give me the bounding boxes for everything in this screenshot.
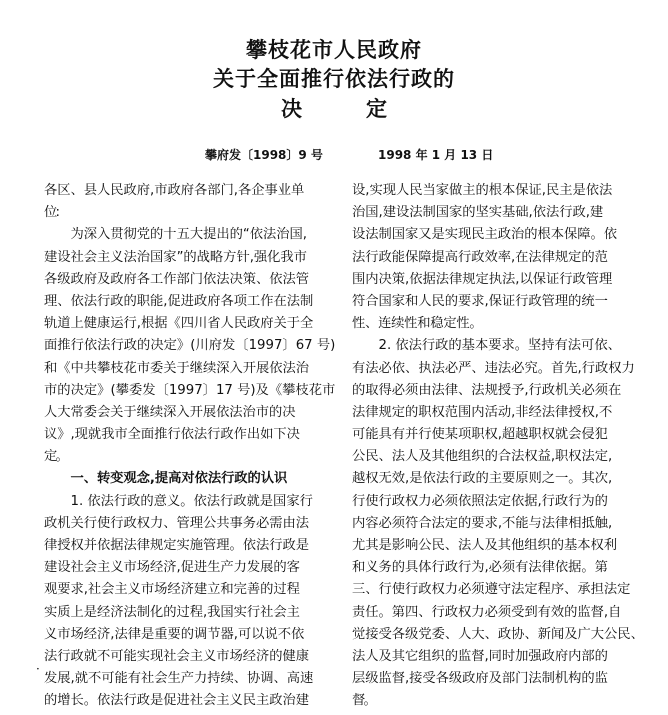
body-text-line: 尤其是影响公民、法人及其他组织的基本权利 <box>352 538 617 553</box>
body-text-line: 内容必须符合法定的要求,不能与法律相抵触, <box>352 515 613 531</box>
body-text-line: 各级政府及政府各工作部门依法决策、依法管 <box>44 271 309 287</box>
body-text-line: 三、行使行政权力必须遵守法定程序、承担法定 <box>352 582 631 598</box>
document-title-line-2: 关于全面推行依法行政的 <box>213 67 455 91</box>
document-number: 攀府发〔1998〕9 号 <box>205 148 323 162</box>
body-text-line: 行使行政权力必须依照法定依据,行政行为的 <box>352 493 608 509</box>
body-text-line: 发展,就不可能有社会生产力持续、协调、高速 <box>44 671 314 687</box>
document-title-line-1: 攀枝花市人民政府 <box>246 38 422 62</box>
body-text-line: 议》,现就我市全面推行依法行政作出如下决 <box>44 427 300 443</box>
document-date: 1998 年 1 月 13 日 <box>378 148 494 162</box>
body-text-line: 围内决策,依据法律规定执法,以保证行政管理 <box>352 271 613 287</box>
title-char-ding: 定 <box>366 97 387 121</box>
body-text-line: 的增长。依法行政是促进社会主义民主政治建 <box>44 693 309 709</box>
body-text-line: 法行政就不可能实现社会主义市场经济的健康 <box>44 648 309 664</box>
scan-speck: · <box>36 662 40 676</box>
body-text-line: 观要求,社会主义市场经济建立和完善的过程 <box>44 582 300 598</box>
body-text-line: 符合国家和人民的要求,保证行政管理的统一 <box>352 293 608 309</box>
left-column <box>44 180 344 713</box>
body-text-line: 面推行依法行政的决定》(川府发〔1997〕67 号) <box>44 338 336 354</box>
title-char-jue: 决 <box>281 97 302 121</box>
body-text-line: 法行政能保障提高行政效率,在法律规定的范 <box>352 249 608 265</box>
right-column <box>352 180 652 713</box>
section-heading: 一、转变观念,提高对依法行政的认识 <box>44 471 288 487</box>
body-text-line: 市的决定》(攀委发〔1997〕17 号)及《攀枝花市 <box>44 382 336 398</box>
body-text-line: 政机关行使行政权力、管理公共事务必需由法 <box>44 515 309 531</box>
body-text-line: 责任。第四、行政权力必须受到有效的监督,自 <box>352 604 622 620</box>
body-text-line: 定。 <box>44 449 67 465</box>
body-text-line: 设,实现人民当家做主的根本保证,民主是依法 <box>352 183 613 198</box>
body-text-line: 理、依法行政的职能,促进政府各项工作在法制 <box>44 293 314 309</box>
body-text-line: 各区、县人民政府,市政府各部门,各企事业单 <box>44 183 305 198</box>
body-text-line: 公民、法人及其他组织的合法权益,职权法定, <box>352 449 613 465</box>
body-text-line: 治国,建设法制国家的坚实基础,依法行政,建 <box>352 205 604 221</box>
body-text-line: 觉接受各级党委、人大、政协、新闻及广大公民、 <box>352 626 644 642</box>
body-text-line: 实质上是经济法制化的过程,我国实行社会主 <box>44 604 300 620</box>
body-text-line: 轨道上健康运行,根据《四川省人民政府关于全 <box>44 316 314 332</box>
body-text-line: 设法制国家又是实现民主政治的根本保障。依 <box>352 227 617 243</box>
body-text-line: 性、连续性和稳定性。 <box>352 316 483 332</box>
body-text-line: 建设社会主义市场经济,促进生产力发展的客 <box>44 560 300 576</box>
body-text-line: 人大常委会关于继续深入开展依法治市的决 <box>44 404 296 420</box>
body-text-line: 有法必依、执法必严、违法必究。首先,行政权力 <box>352 360 635 376</box>
body-text-line: 越权无效,是依法行政的主要原则之一。其次, <box>352 471 613 487</box>
body-text-line: 的取得必须由法律、法规授予,行政机关必须在 <box>352 382 622 398</box>
body-text-line: 督。 <box>352 693 375 709</box>
body-text-line: 层级监督,接受各级政府及部门法制机构的监 <box>352 671 608 687</box>
body-text-line: 1. 依法行政的意义。依法行政就是国家行 <box>44 493 313 509</box>
body-text-line: 为深入贯彻党的十五大提出的“依法治国, <box>44 227 307 243</box>
body-text-line: 和《中共攀枝花市委关于继续深入开展依法治 <box>44 360 309 376</box>
body-text-line: 建设社会主义法治国家”的战略方针,强化我市 <box>44 249 307 265</box>
document-title-line-3 <box>0 93 668 123</box>
body-text-line: 位: <box>44 205 59 221</box>
body-text-line: 和义务的具体行政行为,必须有法律依据。第 <box>352 560 608 576</box>
body-text-line: 法律规定的职权范围内活动,非经法律授权,不 <box>352 404 613 420</box>
body-text-line: 义市场经济,法律是重要的调节器,可以说不依 <box>44 626 305 642</box>
body-text-line: 法人及其它组织的监督,同时加强政府内部的 <box>352 648 608 664</box>
body-text-line: 律授权并依据法律规定实施管理。依法行政是 <box>44 538 309 553</box>
body-text-line: 2. 依法行政的基本要求。坚持有法可依、 <box>352 338 621 354</box>
body-text-line: 可能具有并行使某项职权,超越职权就会侵犯 <box>352 427 608 443</box>
